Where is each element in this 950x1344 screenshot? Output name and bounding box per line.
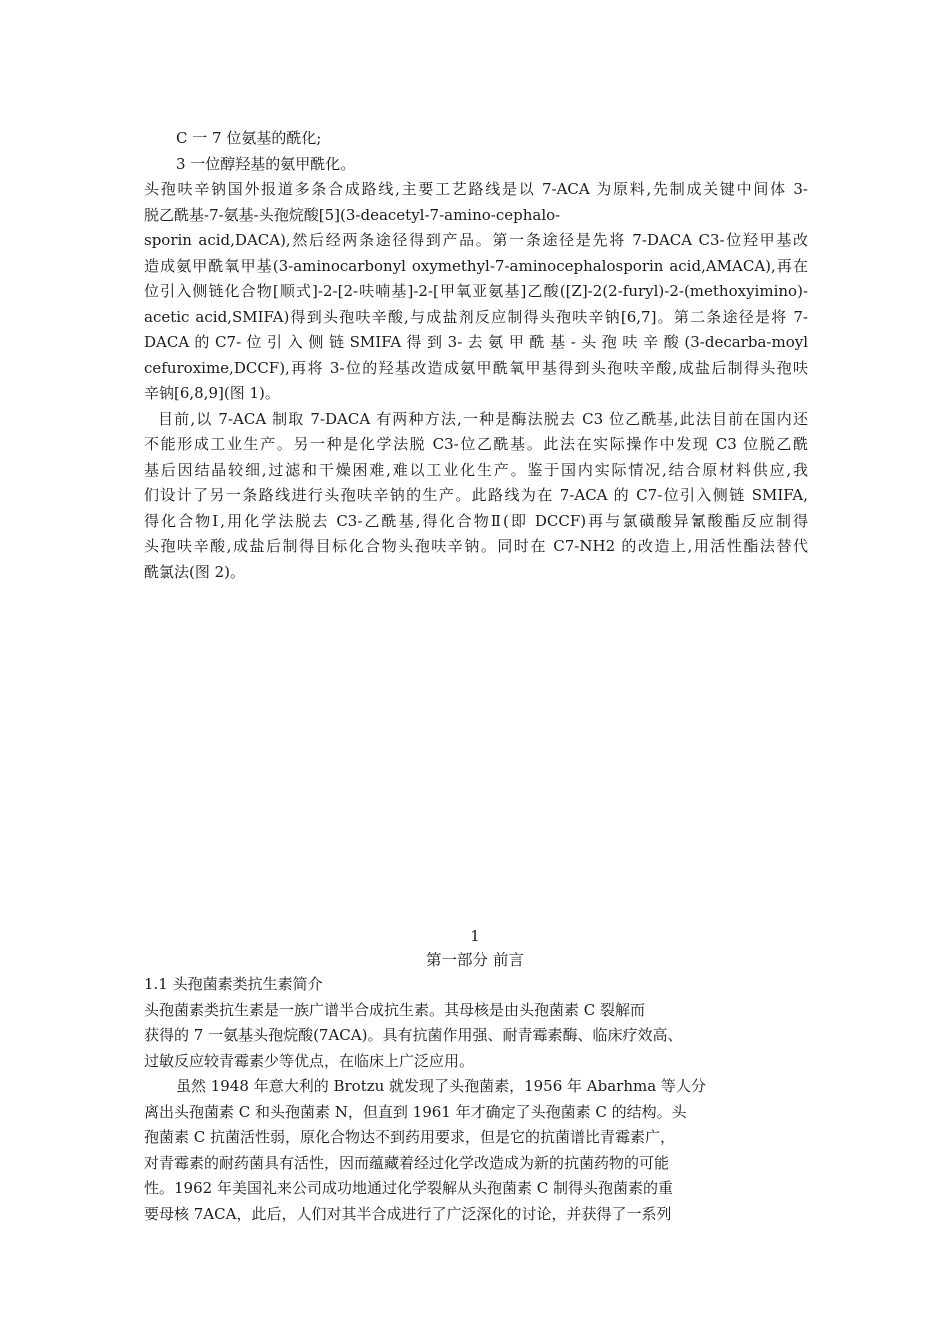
text-line: 基后因结晶较细,过滤和干燥困难,难以工业化生产。鉴于国内实际情况,结合原材料供应,我 xyxy=(144,460,808,479)
text-line: 性。1962 年美国礼来公司成功地通过化学裂解从头孢菌素 C 制得头孢菌素的重 xyxy=(144,1179,673,1197)
text-line: 头孢呋辛酸,成盐后制得目标化合物头孢呋辛钠。同时在 C7-NH2 的改造上,用活性酯法替代 xyxy=(144,537,808,555)
text-line: 3 一位醇羟基的氨甲酰化。 xyxy=(176,154,356,173)
text-line: cefuroxime,DCCF),再将 3-位的羟基改造成氨甲酰氧甲基得到头孢呋辛酸,成盐后制得头孢呋 xyxy=(144,358,808,377)
text-line: 位引入侧链化合物[顺式]-2-[2-呋喃基]-2-[甲氧亚氨基]乙酸([Z]-2(2-furyl)-2-(methoxyimino)- xyxy=(144,282,808,300)
page-number: 1 xyxy=(470,927,480,945)
introduction-text xyxy=(144,972,744,1227)
text-line: 要母核 7ACA，此后，人们对其半合成进行了广泛深化的讨论，并获得了一系列 xyxy=(144,1204,672,1223)
text-line: 造成氨甲酰氧甲基(3-aminocarbonyl oxymethyl-7-aminocephalosporin acid,AMACA),再在 xyxy=(144,256,808,275)
text-line: 头孢菌素类抗生素是一族广谱半合成抗生素。其母核是由头孢菌素 C 裂解而 xyxy=(144,1000,646,1019)
text-line: 脱乙酰基-7-氨基-头孢烷酸[5](3-deacetyl-7-amino-cephalo- xyxy=(144,205,561,224)
text-line: sporin acid,DACA),然后经两条途径得到产品。第一条途径是先将 7-DACA C3-位羟甲基改 xyxy=(144,231,808,249)
text-line: DACA 的 C7- 位 引 入 侧 链 SMIFA 得 到 3- 去 氨 甲 酰 基 - 头 孢 呋 辛 酸 (3-decarba-moyl xyxy=(144,333,808,351)
text-line: acetic acid,SMIFA)得到头孢呋辛酸,与成盐剂反应制得头孢呋辛钠[6,7]。第二条途径是将 7- xyxy=(144,307,808,326)
text-line: 孢菌素 C 抗菌活性弱，原化合物达不到药用要求，但是它的抗菌谱比青霉素广， xyxy=(144,1128,676,1146)
text-line: 得化合物Ⅰ,用化学法脱去 C3-乙酰基,得化合物Ⅱ(即 DCCF)再与氯磺酸异氰酸酯反应制得 xyxy=(144,511,808,530)
text-line: 们设计了另一条路线进行头孢呋辛钠的生产。此路线为在 7-ACA 的 C7-位引入侧链 SMIFA, xyxy=(144,486,808,504)
text-line: 对青霉素的耐药菌具有活性，因而蕴藏着经过化学改造成为新的抗菌药物的可能 xyxy=(144,1153,670,1172)
text-line: 不能形成工业生产。另一种是化学法脱 C3-位乙酰基。此法在实际操作中发现 C3 位脱乙酰 xyxy=(144,435,808,453)
text-line: 过敏反应较青霉素少等优点，在临床上广泛应用。 xyxy=(144,1051,475,1070)
text-line: 离出头孢菌素 C 和头孢菌素 N，但直到 1961 年才确定了头孢菌素 C 的结构。头 xyxy=(144,1102,687,1121)
text-line: 辛钠[6,8,9](图 1)。 xyxy=(144,384,280,402)
text-line: 目前,以 7-ACA 制取 7-DACA 有两种方法,一种是酶法脱去 C3 位乙酰基,此法目前在国内还 xyxy=(158,409,808,428)
text-line: 获得的 7 一氨基头孢烷酸(7ACA)。具有抗菌作用强、耐青霉素酶、临床疗效高、 xyxy=(144,1026,683,1044)
text-line: 虽然 1948 年意大利的 Brotzu 就发现了头孢菌素，1956 年 Abarhma 等人分 xyxy=(176,1077,706,1095)
text-line: C 一 7 位氨基的酰化; xyxy=(176,129,322,147)
section-title: 第一部分 前言 xyxy=(426,951,524,969)
subsection-heading: 1.1 头孢菌素类抗生素简介 xyxy=(144,975,323,993)
text-line: 酰氯法(图 2)。 xyxy=(144,562,246,581)
synthesis-route-text xyxy=(144,126,808,585)
text-line: 头孢呋辛钠国外报道多条合成路线,主要工艺路线是以 7-ACA 为原料,先制成关键中间体 3- xyxy=(144,180,808,198)
